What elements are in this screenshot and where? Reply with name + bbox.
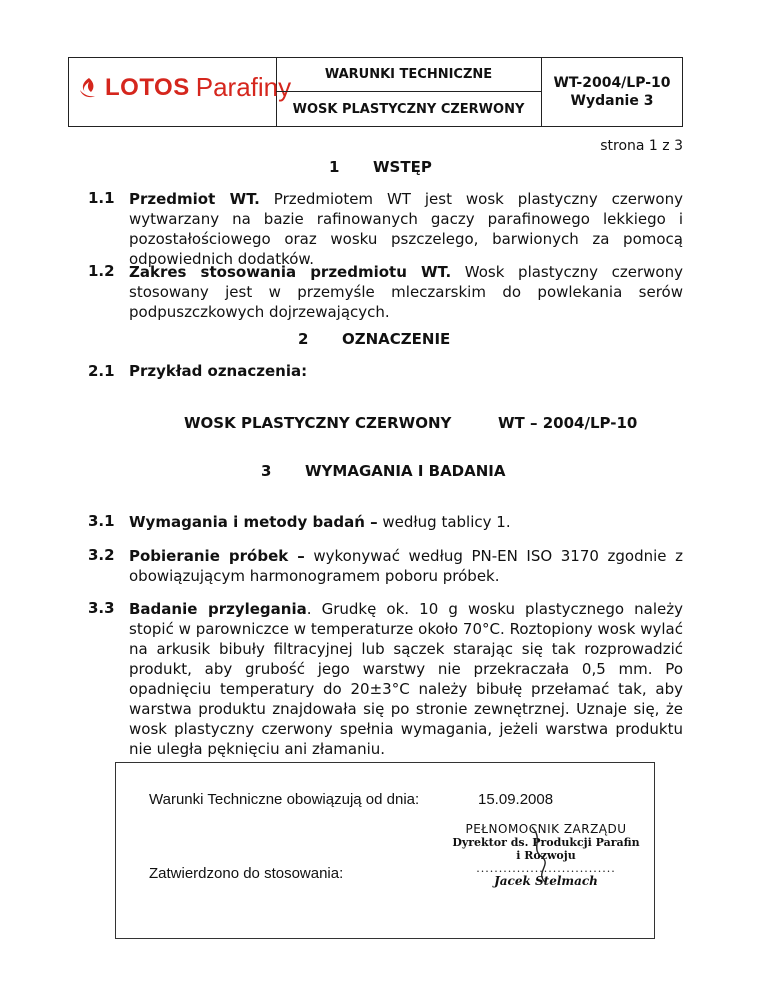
approval-box — [115, 762, 655, 939]
title-cell — [276, 58, 542, 126]
stamp-name: Jacek Stelmach — [494, 874, 598, 888]
item-3-1-text: według tablicy 1. — [377, 513, 511, 531]
section-1-number: 1 — [329, 158, 340, 176]
approved-label: Zatwierdzono do stosowania: — [149, 865, 344, 882]
lotos-flame-icon — [77, 76, 101, 100]
lotos-logo — [77, 72, 291, 103]
item-3-1 — [129, 512, 683, 532]
item-3-2-number: 3.2 — [88, 546, 115, 564]
designation-code: WT – 2004/LP-10 — [498, 414, 638, 432]
stamp-line-1: PEŁNOMOCNIK ZARZĄDU — [465, 822, 627, 836]
item-1-2-text: Wosk plastyczny czerwony stosowany jest w przemyśle mleczarskim do powlekania serów podpuszczkowych dojrzewających. — [129, 263, 683, 321]
section-2-title: OZNACZENIE — [342, 330, 451, 348]
page-number: strona 1 z 3 — [600, 138, 683, 154]
stamp-line-3: i Rozwoju — [516, 849, 576, 862]
item-3-3-number: 3.3 — [88, 599, 115, 617]
signature-line: ............................... — [476, 862, 616, 875]
item-1-1-text: Przedmiotem WT jest wosk plastyczny czerwony wytwarzany na bazie rafinowanych gaczy parafinowego lekkiego i pozostałościowego oraz wosku pszczelego, barwionych za pomocą odpowiednich dodatków. — [129, 190, 683, 268]
section-1-title: WSTĘP — [373, 158, 432, 176]
item-3-2-text: wykonywać według PN-EN ISO 3170 zgodnie z obowiązującym harmonogramem poboru próbek. — [129, 547, 683, 585]
approval-stamp — [446, 823, 646, 888]
signature-scribble — [524, 825, 564, 885]
item-1-2 — [129, 262, 683, 322]
item-1-2-heading: Zakres stosowania przedmiotu WT. — [129, 263, 452, 281]
item-1-1-heading: Przedmiot WT. — [129, 190, 260, 208]
item-3-1-number: 3.1 — [88, 512, 115, 530]
designation-name: WOSK PLASTYCZNY CZERWONY — [184, 414, 452, 432]
item-3-3 — [129, 599, 683, 759]
item-3-3-heading: Badanie przylegania — [129, 600, 307, 618]
code-cell — [542, 58, 682, 126]
item-3-1-heading: Wymagania i metody badań – — [129, 513, 378, 531]
section-2-number: 2 — [298, 330, 309, 348]
item-1-1-number: 1.1 — [88, 189, 115, 207]
logo-cell — [69, 58, 292, 126]
logo-product: Parafiny — [195, 72, 292, 102]
stamp-line-2: Dyrektor ds. Produkcji Parafin — [452, 836, 640, 849]
item-3-3-text: . Grudkę ok. 10 g wosku plastycznego należy stopić w parowniczce w temperaturze około 70°C. Roztopiony wosk wylać na arkusik bibuły filtracyjnej lub sączek starając się tak rozprowadzić produkt, aby grubość jego warstwy nie przekraczała 0,5 mm. Po opadnięciu temperatury do 20±3°C należy bibułę przełamać tak, aby warstwa produktu znajdowała się po stronie zewnętrznej. Uznaje się, że wosk plastyczny czerwony spełnia wymagania, jeżeli warstwa produktu nie uległa pęknięciu ani złamaniu. — [129, 600, 684, 758]
section-3-title: WYMAGANIA I BADANIA — [305, 462, 506, 480]
header-product: WOSK PLASTYCZNY CZERWONY — [292, 101, 525, 117]
item-1-2-number: 1.2 — [88, 262, 115, 280]
item-1-1 — [129, 189, 683, 269]
valid-from-label: Warunki Techniczne obowiązują od dnia: — [149, 791, 420, 808]
document-header — [68, 57, 683, 127]
logo-brand: LOTOS — [105, 73, 190, 101]
section-3-number: 3 — [261, 462, 272, 480]
item-3-2-heading: Pobieranie próbek – — [129, 547, 305, 565]
item-2-1-number: 2.1 — [88, 362, 115, 380]
item-3-2 — [129, 546, 683, 586]
valid-from-date: 15.09.2008 — [478, 791, 554, 808]
edition: Wydanie 3 — [570, 93, 654, 109]
item-2-1-heading: Przykład oznaczenia: — [129, 362, 308, 380]
header-title: WARUNKI TECHNICZNE — [276, 58, 541, 92]
doc-code: WT-2004/LP-10 — [553, 75, 671, 91]
